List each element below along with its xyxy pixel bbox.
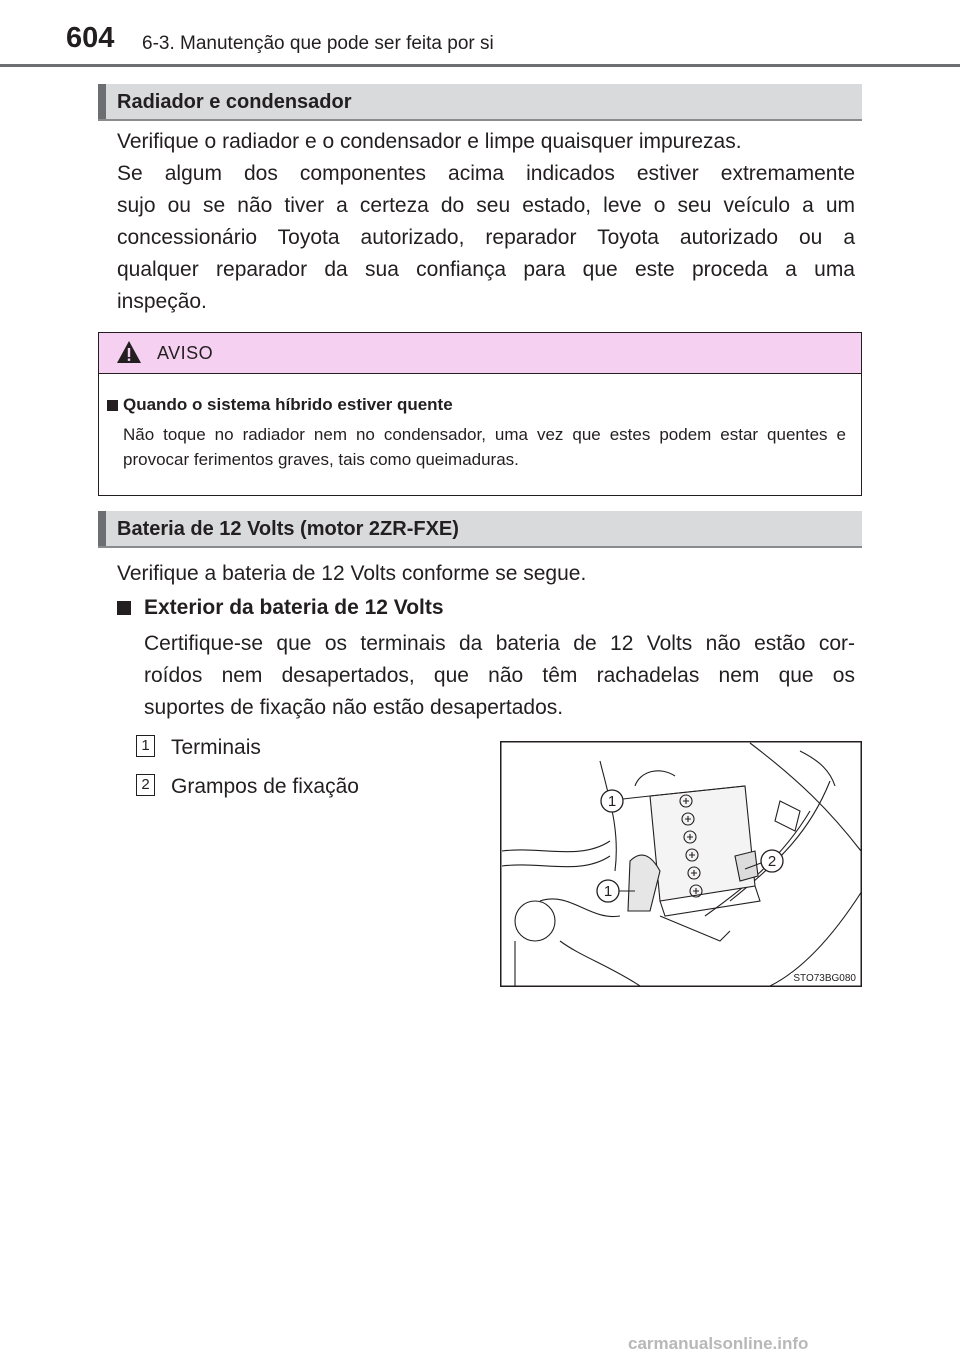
warning-header [99,333,861,374]
paragraph-line: suportes de fixação não estão desapertados. [144,696,564,719]
legend-label-terminals: Terminais [171,736,261,759]
legend-label-clamps: Grampos de fixação [171,775,359,798]
warning-box [98,332,862,496]
radiator-paragraph [117,126,855,318]
figure-callout-number: 1 [603,883,613,900]
engine-bay-drawing [500,741,862,987]
watermark: carmanualsonline.info [628,1334,809,1353]
paragraph-line: roídos nem desapertados, que não têm rachadelas nem que os [144,664,855,687]
bullet-square-icon [107,400,118,411]
section-heading-text: Radiador e condensador [117,91,352,113]
warning-label: AVISO [157,343,214,363]
figure-callout-number: 1 [607,793,617,810]
chapter-title: 6-3. Manutenção que pode ser feita por si [142,33,494,54]
paragraph-line: Se algum dos componentes acima indicados estiver extremamente [117,162,855,185]
battery-subheading: Exterior da bateria de 12 Volts [144,596,444,619]
warning-subheading: Quando o sistema híbrido estiver quente [123,395,453,414]
paragraph-line: sujo ou se não tiver a certeza do seu estado, leve o seu veículo a um [117,194,855,217]
heading-accent-bar [98,84,106,119]
legend-number-badge: 2 [136,774,155,796]
paragraph-line: concessionário Toyota autorizado, reparador Toyota autorizado ou a [117,226,855,249]
bullet-square-icon [117,601,131,615]
header-divider [0,64,960,67]
figure-code: STO73BG080 [793,973,856,984]
figure-callout-number: 2 [767,853,777,870]
section-heading-radiator [98,84,862,121]
battery-illustration [500,741,862,987]
legend-number-badge: 1 [136,735,155,757]
paragraph-line: Certifique-se que os terminais da bateria de 12 Volts não estão cor- [144,632,855,655]
warning-triangle-icon [116,340,142,364]
battery-paragraph [144,628,855,724]
page-number: 604 [66,22,115,54]
warning-body: Não toque no radiador nem no condensador, uma vez que estes podem estar quentes e provocar ferimentos graves, tais como queimaduras. [123,425,846,469]
heading-accent-bar [98,511,106,546]
section-heading-battery [98,511,862,548]
battery-intro: Verifique a bateria de 12 Volts conforme se segue. [117,562,587,585]
paragraph-line: qualquer reparador da sua confiança para que este proceda a uma [117,258,855,281]
paragraph-line: inspeção. [117,290,207,313]
section-heading-text: Bateria de 12 Volts (motor 2ZR-FXE) [117,518,459,540]
paragraph-line: Verifique o radiador e o condensador e limpe quaisquer impurezas. [117,130,742,153]
